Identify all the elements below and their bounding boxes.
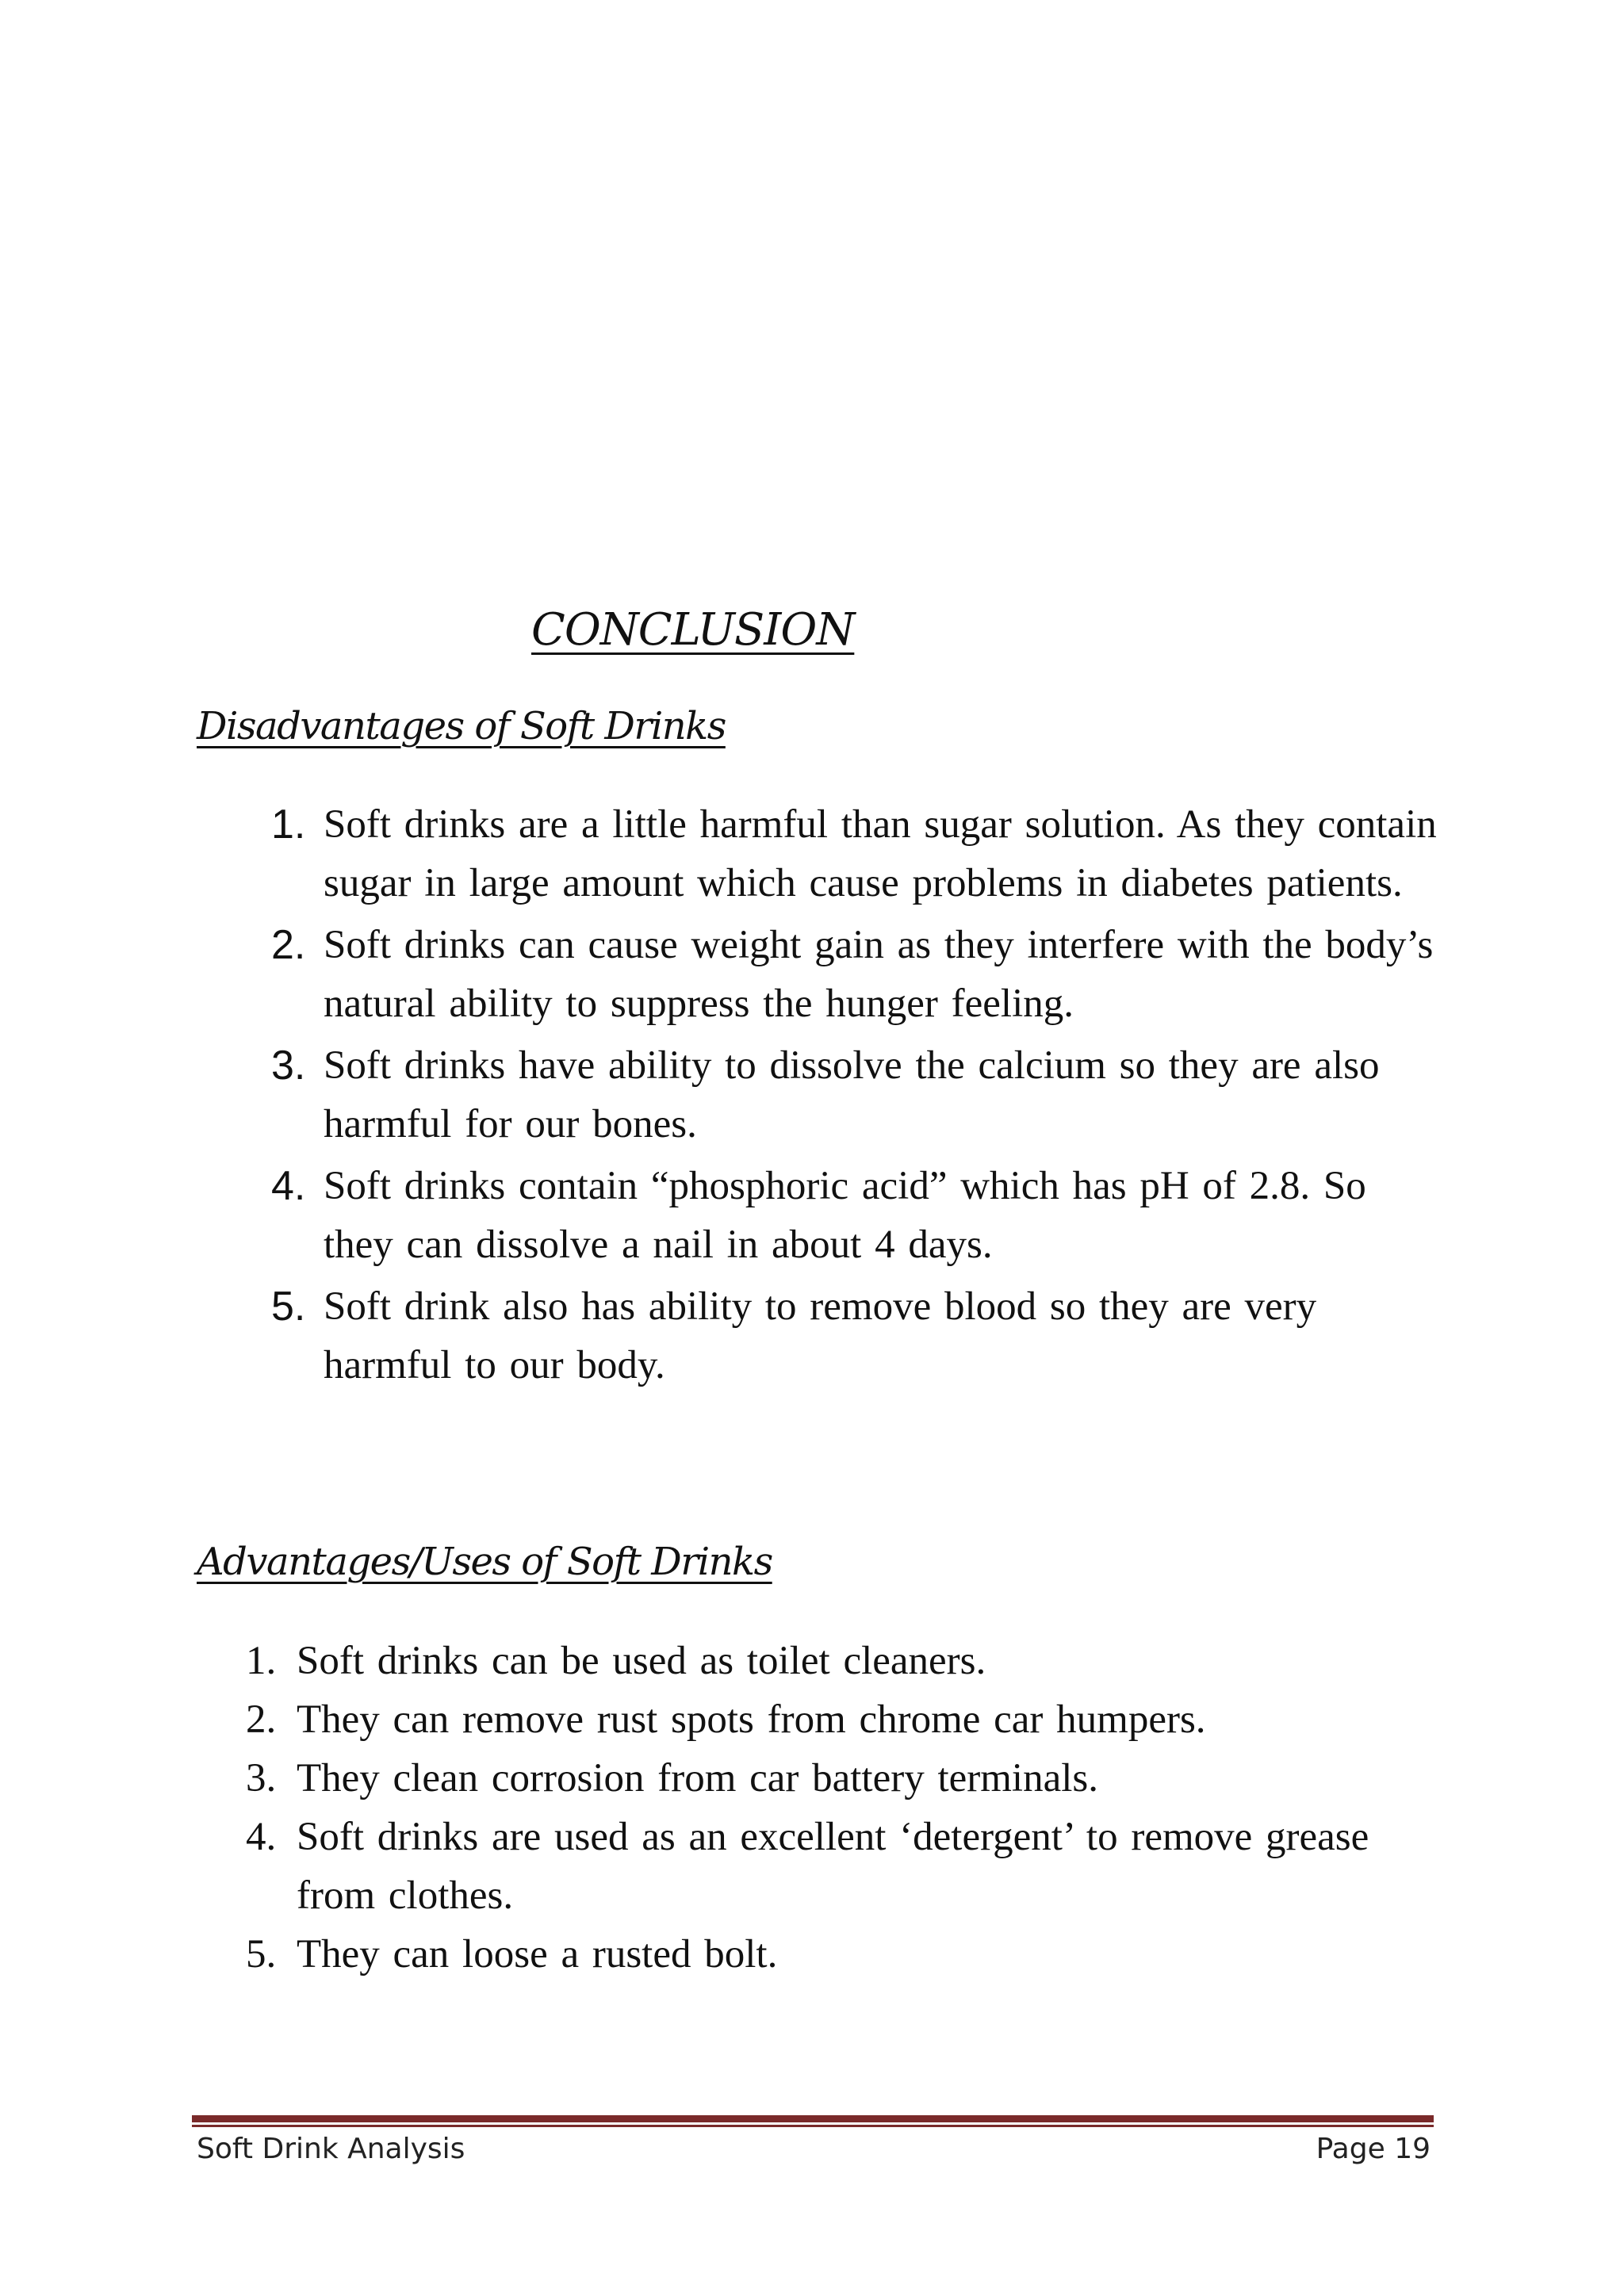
list-item-text: Soft drink also has ability to remove blood so they are very harmful to our body. bbox=[324, 1284, 1317, 1387]
list-item-number: 4. bbox=[271, 1163, 306, 1209]
footer-divider-thick bbox=[192, 2115, 1434, 2122]
disadvantages-list bbox=[271, 795, 1445, 1398]
list-item-number: 1. bbox=[246, 1639, 277, 1683]
list-item bbox=[271, 916, 1445, 1033]
list-item-text: Soft drinks are a little harmful than sugar solution. As they contain sugar in large amount which cause problems in diabetes patients. bbox=[324, 802, 1437, 905]
footer-divider-thin bbox=[192, 2125, 1434, 2127]
footer-document-title: Soft Drink Analysis bbox=[197, 2133, 465, 2165]
list-item-number: 5. bbox=[246, 1932, 277, 1976]
list-item-text: Soft drinks can be used as toilet cleaners. bbox=[297, 1639, 986, 1683]
list-item bbox=[271, 1277, 1445, 1395]
list-item-text: They can loose a rusted bolt. bbox=[297, 1932, 778, 1976]
list-item-number: 2. bbox=[271, 922, 306, 968]
list-item-text: Soft drinks are used as an excellent ‘detergent’ to remove grease from clothes. bbox=[297, 1815, 1369, 1918]
list-item-text: Soft drinks can cause weight gain as they interfere with the body’s natural ability to suppress the hunger feeling. bbox=[324, 923, 1434, 1026]
list-item bbox=[271, 1157, 1445, 1274]
list-item-text: Soft drinks have ability to dissolve the calcium so they are also harmful for our bones. bbox=[324, 1043, 1380, 1146]
list-item bbox=[246, 1632, 1435, 1690]
list-item bbox=[246, 1690, 1435, 1749]
list-item bbox=[246, 1808, 1435, 1925]
list-item bbox=[271, 795, 1445, 913]
list-item bbox=[246, 1925, 1435, 1984]
list-item-text: Soft drinks contain “phosphoric acid” which has pH of 2.8. So they can dissolve a nail in about 4 days. bbox=[324, 1164, 1366, 1267]
list-item-number: 1. bbox=[271, 802, 306, 848]
footer-page-number: Page 19 bbox=[1316, 2133, 1431, 2165]
list-item-number: 3. bbox=[271, 1043, 306, 1089]
list-item-text: They clean corrosion from car battery terminals. bbox=[297, 1756, 1099, 1800]
section-heading-advantages: Advantages/Uses of Soft Drinks bbox=[197, 1540, 772, 1584]
list-item-number: 5. bbox=[271, 1284, 306, 1330]
list-item-number: 4. bbox=[246, 1815, 277, 1859]
list-item-number: 2. bbox=[246, 1697, 277, 1742]
list-item bbox=[246, 1749, 1435, 1808]
advantages-list bbox=[246, 1632, 1435, 1984]
list-item bbox=[271, 1036, 1445, 1154]
list-item-number: 3. bbox=[246, 1756, 277, 1800]
list-item-text: They can remove rust spots from chrome car humpers. bbox=[297, 1697, 1206, 1742]
page-title: CONCLUSION bbox=[531, 604, 855, 656]
section-heading-disadvantages: Disadvantages of Soft Drinks bbox=[197, 704, 726, 748]
